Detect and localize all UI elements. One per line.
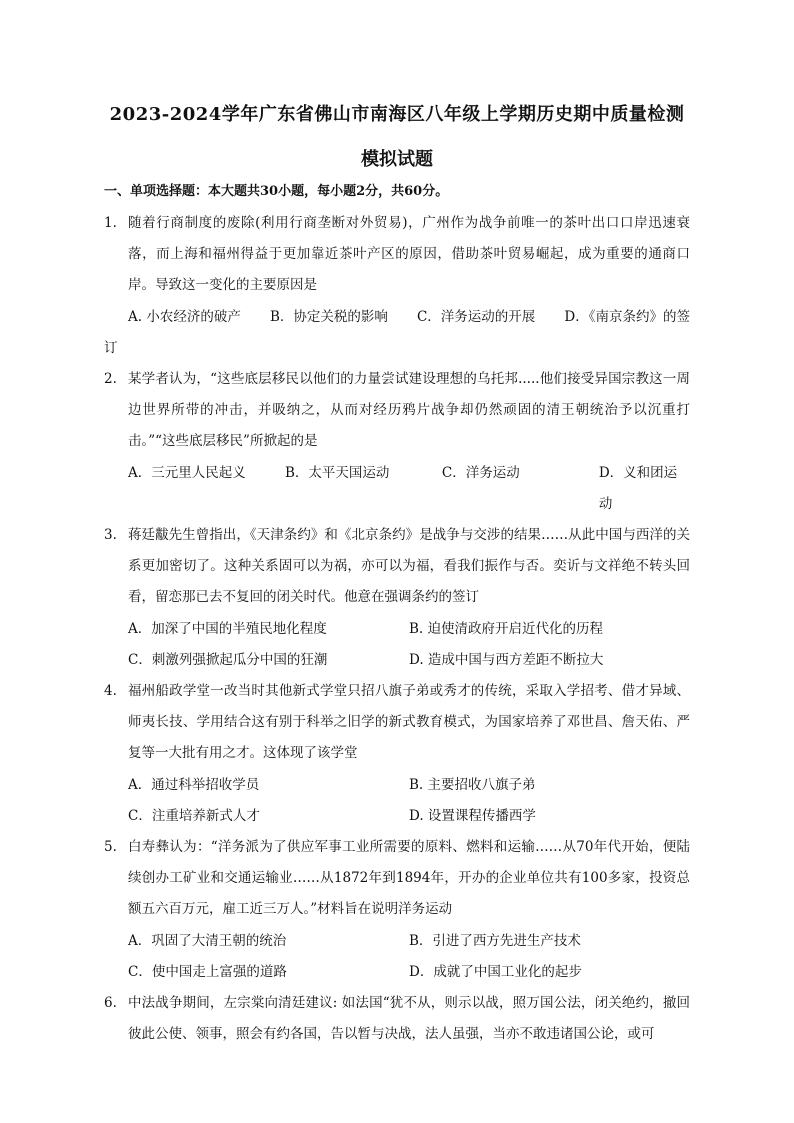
option-d[interactable]: D．义和团运动: [598, 464, 678, 512]
option-a[interactable]: A．巩固了大清王朝的统治: [128, 932, 287, 949]
question-2: [104, 364, 690, 520]
option-c[interactable]: C．刺激列强掀起瓜分中国的狂潮: [128, 651, 328, 668]
option-b[interactable]: B．太平天国运动: [284, 464, 390, 481]
question-list: [104, 208, 690, 1050]
option-b[interactable]: B．协定关税的影响: [269, 308, 388, 325]
question-3: [104, 520, 690, 676]
options-row: [128, 926, 690, 957]
option-b[interactable]: B．引进了西方先进生产技术: [409, 932, 581, 949]
question-text: 白寿彝认为：“洋务派为了供应军事工业所需要的原料、燃料和运输……从70年代开始，便陆续创办工矿业和交通运输业……从1872年到1894年，开办的企业单位共有100多家，投资总额五六百万元，雇工近三万人。”材料旨在说明洋务运动: [128, 839, 690, 918]
question-text: 福州船政学堂一改当时其他新式学堂只招八旗子弟或秀才的传统，采取入学招考、借才异域、师夷长技、学用结合这有别于科举之旧学的新式教育模式，为国家培养了邓世昌、詹天佑、严复等一大批有用之才。这体现了该学堂: [128, 683, 690, 762]
option-c[interactable]: C．注重培养新式人才: [128, 807, 260, 824]
question-number: 1.: [104, 215, 117, 231]
options-row: [128, 801, 690, 832]
question-6: [104, 988, 690, 1050]
option-d-wrap: 订: [104, 339, 118, 356]
options-row: [128, 770, 690, 801]
option-b[interactable]: B. 主要招收八旗子弟: [409, 776, 536, 793]
question-number: 2.: [104, 371, 117, 388]
options-row: [128, 645, 690, 676]
option-c[interactable]: C．使中国走上富强的道路: [128, 963, 287, 980]
question-number: 5.: [104, 839, 117, 856]
question-text: 蒋廷黻先生曾指出，《天津条约》和《北京条约》是战争与交涉的结果……从此中国与西洋的关系更加密切了。这种关系固可以为祸，亦可以为福，看我们振作与否。奕䜣与文祥绝不转头回看，留恋那已去不复回的闭关时代。他意在强调条约的签订: [128, 527, 690, 606]
document-subtitle: 模拟试题: [361, 149, 433, 170]
option-d[interactable]: D. 造成中国与西方差距不断拉大: [409, 651, 604, 668]
options-row: [128, 458, 690, 520]
option-c[interactable]: C．洋务运动: [441, 464, 520, 481]
options-row: [128, 614, 690, 645]
options-row: [128, 302, 690, 333]
question-number: 4.: [104, 683, 117, 700]
option-a[interactable]: A．加深了中国的半殖民地化程度: [128, 620, 327, 637]
option-a[interactable]: A. 小农经济的破产: [128, 308, 241, 325]
option-d[interactable]: D. 设置课程传播西学: [409, 807, 536, 824]
question-1: [104, 208, 690, 364]
document-title: 2023-2024学年广东省佛山市南海区八年级上学期历史期中质量检测: [109, 104, 685, 125]
question-text: 随着行商制度的废除(利用行商垄断对外贸易)，广州作为战争前唯一的茶叶出口口岸迅速衰落，而上海和福州得益于更加靠近茶叶产区的原因，借助茶叶贸易崛起，成为重要的通商口岸。导致这一变化的主要原因是: [128, 215, 690, 294]
section-heading: 一、单项选择题：本大题共30小题，每小题2分，共60分。: [104, 184, 449, 199]
options-row: [128, 957, 690, 988]
option-a[interactable]: A．通过科举招收学员: [128, 776, 260, 793]
question-number: 3.: [104, 527, 117, 544]
option-a[interactable]: A．三元里人民起义: [128, 464, 246, 481]
option-d[interactable]: D．《南京条约》的签: [564, 308, 690, 325]
question-4: [104, 676, 690, 832]
option-c[interactable]: C．洋务运动的开展: [416, 308, 536, 325]
option-b[interactable]: B. 迫使清政府开启近代化的历程: [409, 620, 604, 637]
question-5: [104, 832, 690, 988]
question-number: 6.: [104, 995, 117, 1012]
question-text: 中法战争期间，左宗棠向清廷建议: 如法国“犹不从，则示以战，照万国公法，闭关绝约，撤回彼此公使、领事，照会有约各国，告以暂与决战，法人虽强，当亦不敢违诸国公论，或可: [128, 995, 690, 1043]
option-d[interactable]: D．成就了中国工业化的起步: [409, 963, 582, 980]
question-text: 某学者认为，“这些底层移民以他们的力量尝试建设理想的乌托邦.....他们接受异国宗教这一周边世界所带的冲击，并吸纳之，从而对经历鸦片战争却仍然顽固的清王朝统治予以沉重打击。”“这些底层移民”所掀起的是: [128, 371, 690, 450]
